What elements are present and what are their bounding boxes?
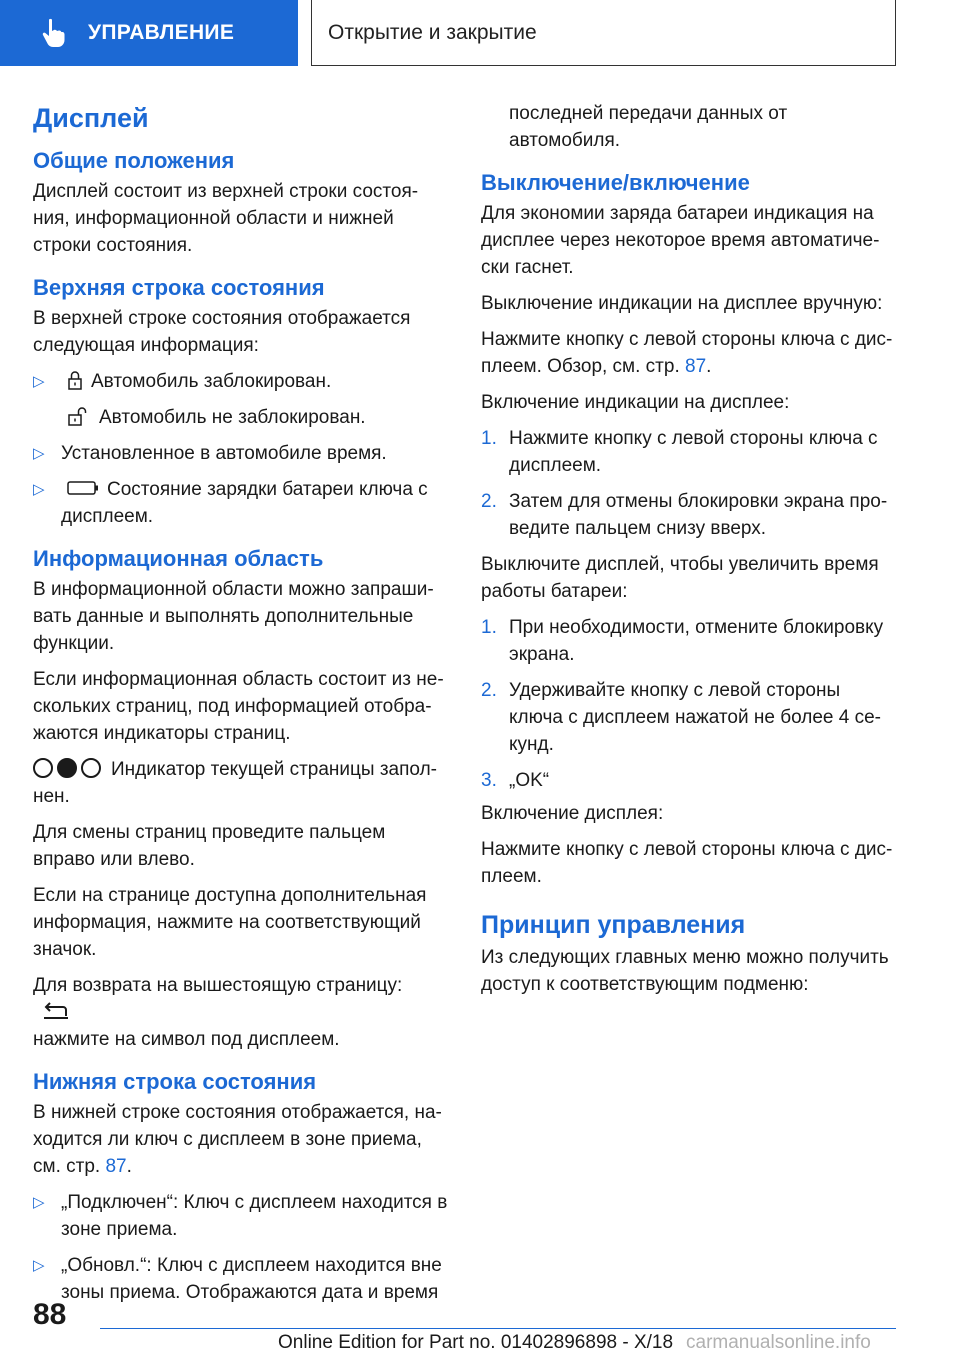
step-text: Нажмите кнопку с левой стороны ключа с дисплеем. (509, 428, 878, 476)
triangle-bullet-icon: ▷ (33, 445, 45, 462)
list-item (33, 476, 448, 530)
heading-info-area: Информационная область (33, 546, 324, 571)
list-item (33, 1252, 448, 1306)
onoff-text-4: Включение индикации на дисплее: (481, 392, 790, 413)
chapter-label: УПРАВЛЕНИЕ (88, 21, 235, 44)
back-arrow-icon (43, 1002, 69, 1020)
page-indicator-icon (33, 758, 101, 778)
heading-bottom-status: Нижняя строка состояния (33, 1069, 317, 1094)
list-item (481, 767, 896, 794)
top-status-list-cont (33, 440, 448, 530)
list-item (481, 425, 896, 479)
right-column (481, 100, 896, 1007)
step-number: 2. (481, 680, 497, 701)
triangle-bullet-icon: ▷ (33, 1257, 45, 1274)
page-ref-link[interactable]: 87 (105, 1156, 127, 1177)
left-column (33, 100, 448, 1315)
list-item (481, 677, 896, 758)
onoff-text-3: Нажмите кнопку с левой стороны ключа с дис-плеем. Обзор, см. стр. 87. (481, 329, 893, 377)
heading-top-status: Верхняя строка состояния (33, 275, 325, 300)
bottom-status-list (33, 1189, 448, 1306)
onoff-text-5: Выключите дисплей, чтобы увеличить время работы батареи: (481, 554, 879, 602)
step-text: Затем для отмены блокировки экрана про-ведите пальцем снизу вверх. (509, 491, 888, 539)
info-text-7: нажмите на символ под дисплеем. (33, 1029, 340, 1050)
bottom-status-label: В нижней строке состояния отображается, на-ходится ли ключ с дисплеем в зоне приема, см. стр. (33, 1102, 442, 1177)
list-item (481, 488, 896, 542)
item-text: „Обновл.“: Ключ с дисплеем находится вне зоны приема. Отображаются дата и время (61, 1255, 442, 1303)
battery-icon (67, 481, 99, 495)
top-status-text: В верхней строке состояния отображается следующая информация: (33, 308, 411, 356)
onoff-text-3-label: Нажмите кнопку с левой стороны ключа с дис-плеем. Обзор, см. стр. (481, 329, 893, 377)
steps-list-1 (481, 425, 896, 542)
triangle-bullet-icon: ▷ (33, 1194, 45, 1211)
list-item (481, 614, 896, 668)
item-text: Установленное в автомобиле время. (61, 443, 387, 464)
lock-closed-icon (67, 370, 83, 390)
hand-pointer-icon (40, 18, 66, 48)
info-text-1: В информационной области можно запраши-вать данные и выполнять дополнительные функции. (33, 579, 434, 654)
triangle-bullet-icon: ▷ (33, 481, 45, 498)
step-number: 2. (481, 491, 497, 512)
bottom-status-text: В нижней строке состояния отображается, на-ходится ли ключ с дисплеем в зоне приема, см. стр. 87. (33, 1102, 442, 1177)
onoff-text-2: Выключение индикации на дисплее вручную: (481, 293, 883, 314)
list-item (33, 404, 448, 431)
info-text-3 (33, 756, 448, 810)
info-text-6-label: Для возврата на вышестоящую страницу: (33, 975, 403, 996)
section-label: Открытие и закрытие (328, 20, 537, 44)
item-text: Состояние зарядки батареи ключа с дисплеем. (61, 479, 428, 527)
step-number: 1. (481, 617, 497, 638)
heading-general: Общие положения (33, 148, 235, 173)
page-number: 88 (33, 1298, 67, 1331)
item-text: „Подключен“: Ключ с дисплеем находится в зоне приема. (61, 1192, 448, 1240)
step-number: 3. (481, 770, 497, 791)
step-text: Удерживайте кнопку с левой стороны ключа с дисплеем нажатой не более 4 се-кунд. (509, 680, 881, 755)
step-number: 1. (481, 428, 497, 449)
info-text-4: Для смены страниц проведите пальцем вправо или влево. (33, 822, 386, 870)
onoff-text-6: Включение дисплея: (481, 803, 664, 824)
onoff-text-7: Нажмите кнопку с левой стороны ключа с дис-плеем. (481, 839, 893, 887)
top-status-list (33, 368, 448, 395)
triangle-bullet-icon: ▷ (33, 373, 45, 390)
principle-text: Из следующих главных меню можно получить доступ к соответствующим подменю: (481, 947, 889, 995)
chapter-tab[interactable] (0, 0, 298, 66)
list-item (33, 440, 448, 467)
info-text-5: Если на странице доступна дополнительная информация, нажмите на соответствующий значок. (33, 885, 427, 960)
info-text-6 (33, 972, 448, 1026)
list-item (33, 368, 448, 395)
heading-principle: Принцип управления (481, 911, 746, 939)
page-title: Дисплей (33, 103, 149, 133)
onoff-text-1: Для экономии заряда батареи индикация на дисплее через некоторое время автоматиче-ски гаснет. (481, 203, 880, 278)
heading-onoff: Выключение/включение (481, 170, 750, 195)
step-text: „OK“ (509, 770, 550, 791)
footer-divider (100, 1328, 896, 1329)
item-text: Автомобиль не заблокирован. (99, 407, 366, 428)
footer-edition: Online Edition for Part no. 01402896898 - X/18 (278, 1332, 674, 1353)
steps-list-2 (481, 614, 896, 794)
continued-text: последней передачи данных от автомобиля. (509, 103, 788, 151)
step-text: При необходимости, отмените блокировку экрана. (509, 617, 884, 665)
lock-open-icon (67, 406, 91, 426)
info-text-2: Если информационная область состоит из не-скольких страниц, под информацией отобра-жаются индикаторы страниц. (33, 669, 444, 744)
general-text: Дисплей состоит из верхней строки состоя-ния, информационной области и нижней строки состояния. (33, 181, 419, 256)
list-item (33, 1189, 448, 1243)
section-header (311, 0, 896, 66)
info-text-3-label: Индикатор текущей страницы запол-нен. (33, 759, 437, 807)
watermark: carmanualsonline.info (686, 1332, 871, 1353)
page-ref-link[interactable]: 87 (685, 356, 707, 377)
item-text: Автомобиль заблокирован. (91, 371, 332, 392)
